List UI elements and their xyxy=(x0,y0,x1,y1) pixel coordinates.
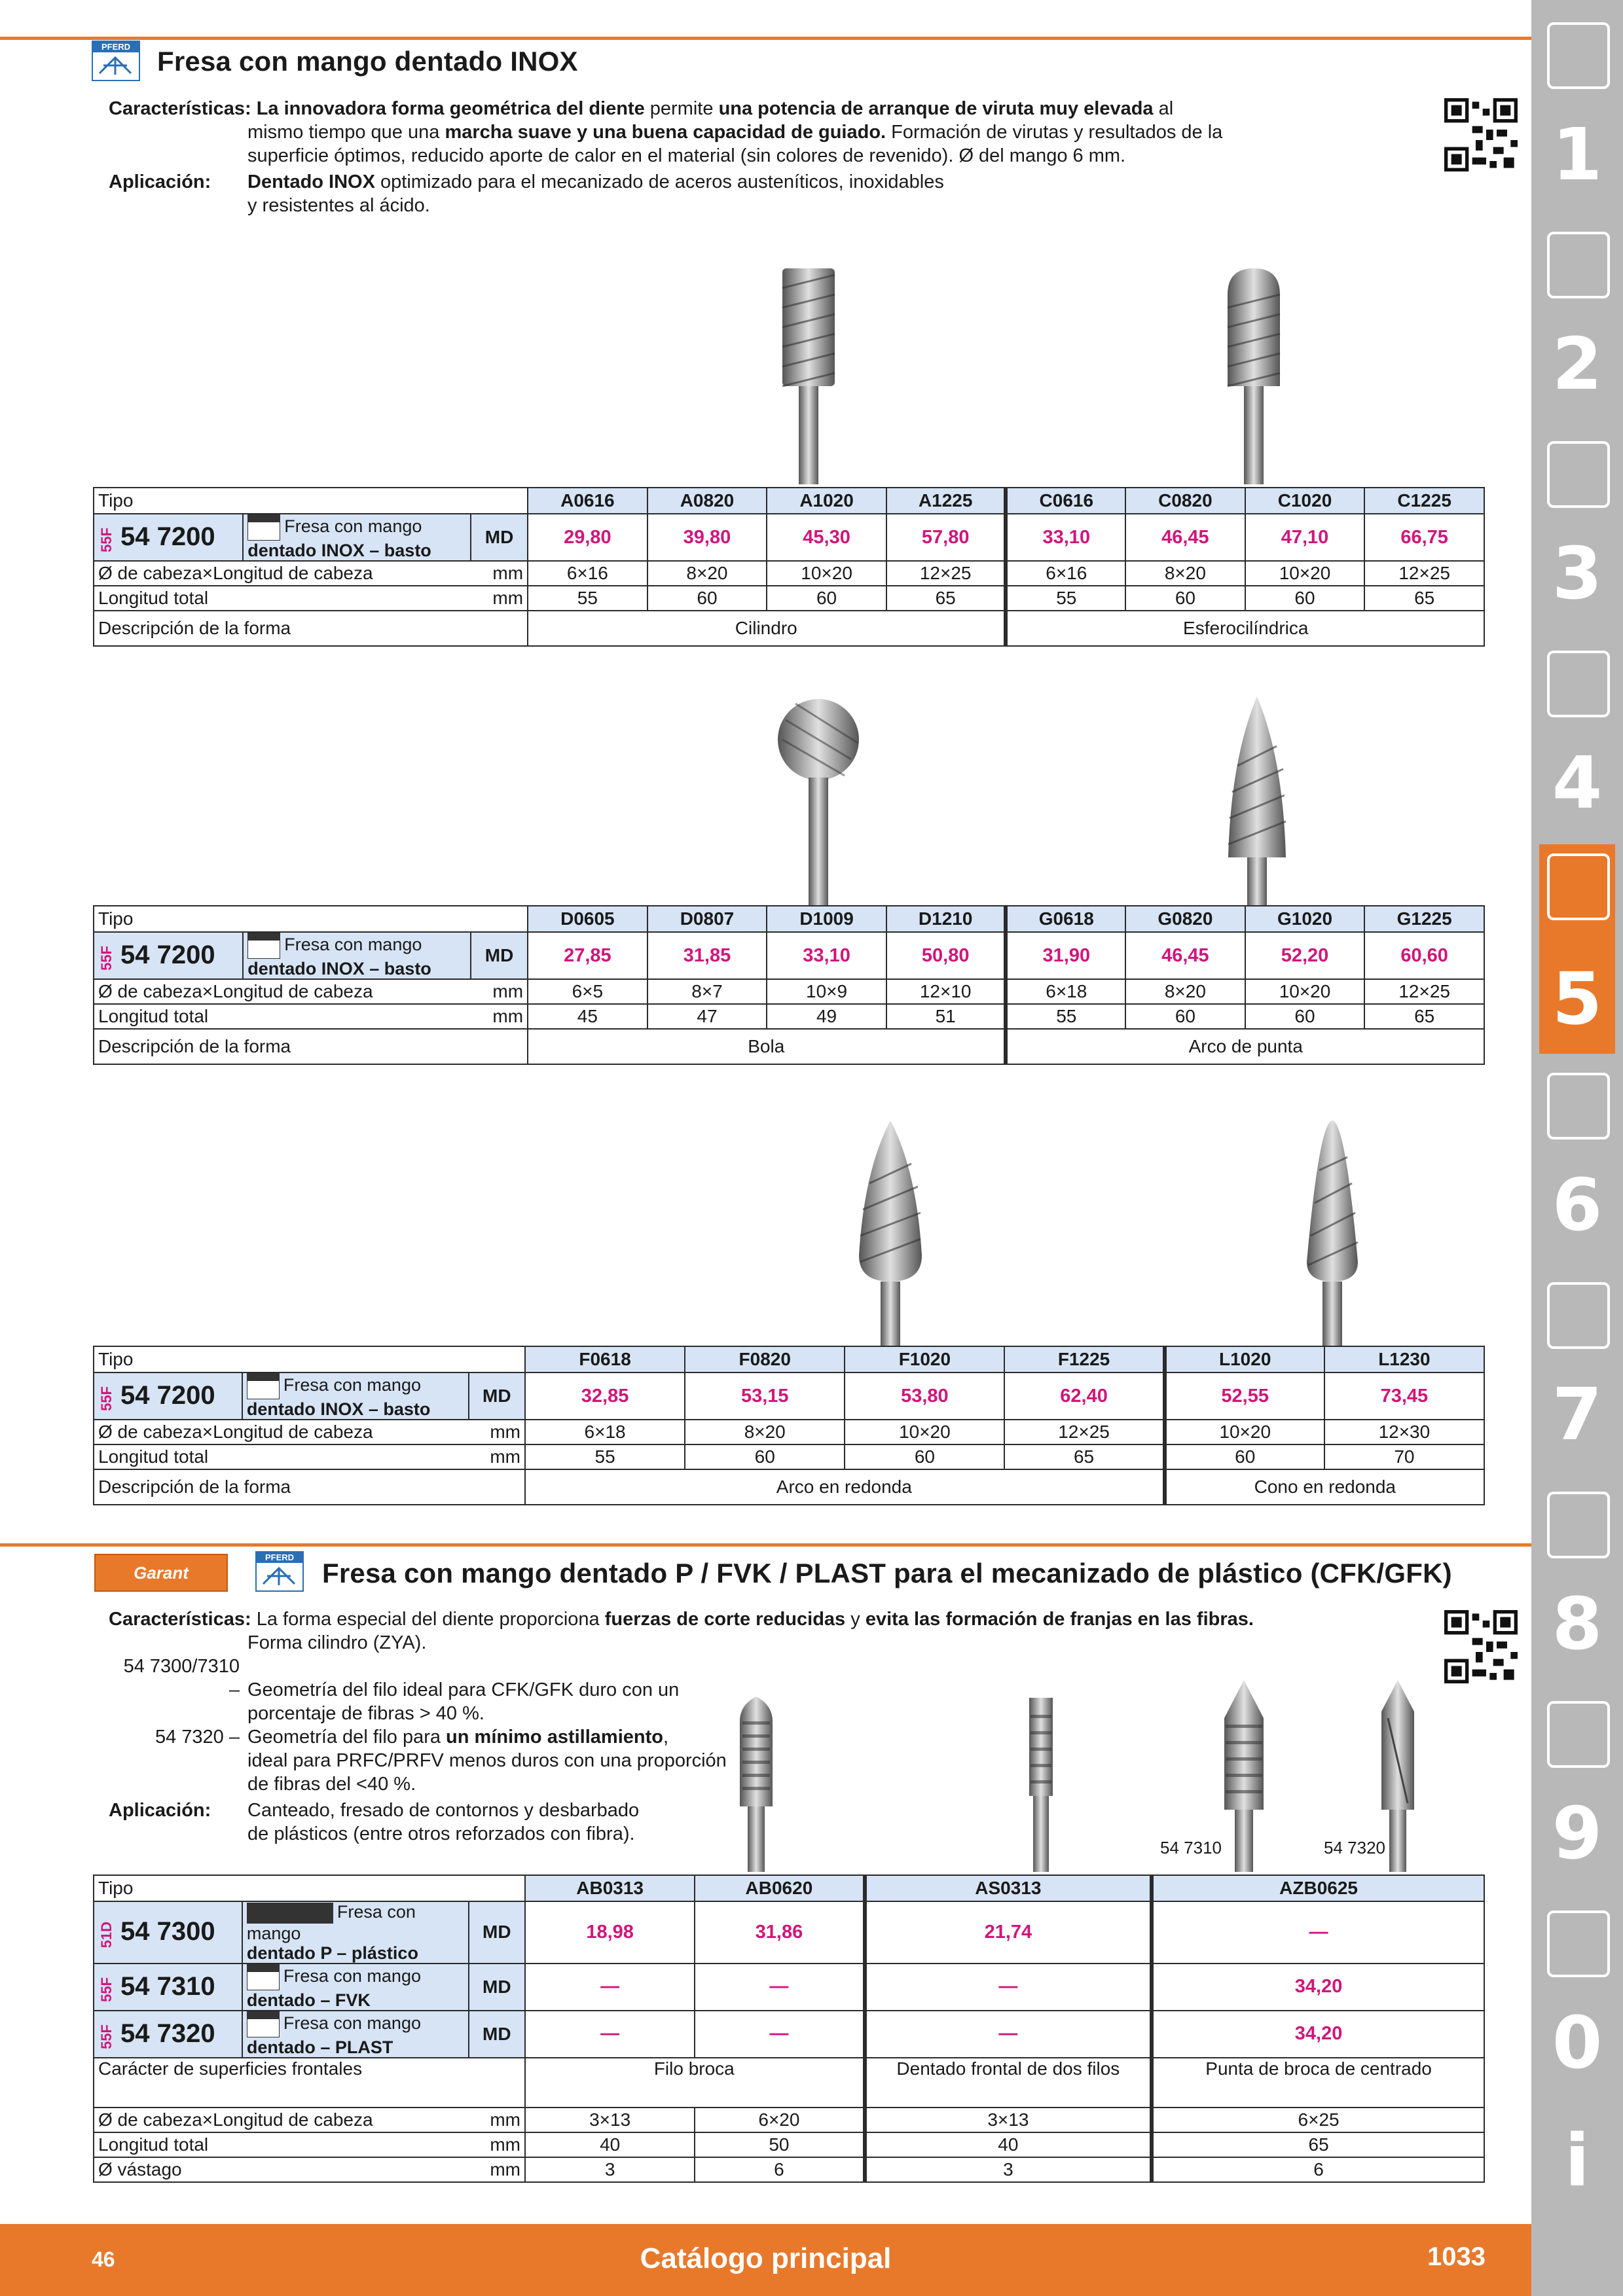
footer-page-left: 46 xyxy=(92,2248,115,2271)
price: — xyxy=(1152,1901,1484,1964)
tipo-label: Tipo xyxy=(94,1346,525,1372)
price: 66,75 xyxy=(1364,514,1484,561)
type-code: G0618 xyxy=(1006,906,1125,932)
table-inox-1: Tipo A0616 A0820 A1020 A1225 C0616 C0820 C1020 C1225 55F 54 7200 Fresa con mango dentado INOX – basto MD 29,80 39,80 45,30 57,80 33,10 46,45 47,10 66,75 Ø de cabeza×Longitud de cabeza mm 6×16 8×20 10×20 12×25 6×16 8×20 10×20 12×25 Longitud total mm 55 60 60 65 55 60 60 65 Descripción de la forma Cilindro Esferocilíndrica xyxy=(93,487,1485,647)
tipo-label: Tipo xyxy=(94,1875,525,1901)
price: 45,30 xyxy=(767,514,886,561)
price: 29,80 xyxy=(528,514,647,561)
product-name: Fresa con mango dentado P – plástico xyxy=(242,1901,469,1964)
type-code: C0616 xyxy=(1006,488,1125,514)
type-code: C0820 xyxy=(1125,488,1245,514)
price: 46,45 xyxy=(1125,932,1245,979)
face-type: Dentado frontal de dos filos xyxy=(865,2058,1152,2108)
md-label: MD xyxy=(469,1964,525,2011)
table-inox-2: Tipo D0605 D0807 D1009 D1210 G0618 G0820 G1020 G1225 55F 54 7200 Fresa con mango dentado INOX – basto MD 27,85 31,85 33,10 50,80 31,90 46,45 52,20 60,60 Ø de cabeza×Longitud de cabeza mm 6×5 8×7 10×9 12×10 6×18 8×20 10×20 12×25 Longitud total mm 45 47 49 51 55 60 60 65 Descripción de la forma Bola Arco de punta xyxy=(93,905,1485,1065)
article-number: 55F 54 7200 xyxy=(94,932,243,979)
article-number: 55F 54 7200 xyxy=(94,1372,242,1420)
chapter-tab-4[interactable]: 4 xyxy=(1539,641,1615,838)
type-code: F1225 xyxy=(1004,1346,1164,1372)
form-name: Arco de punta xyxy=(1006,1029,1484,1064)
form-name: Esferocilíndrica xyxy=(1006,611,1484,646)
type-code: AZB0625 xyxy=(1152,1875,1484,1901)
chapter-tab-6[interactable]: 6 xyxy=(1539,1064,1615,1260)
product-name: Fresa con mango dentado INOX – basto xyxy=(243,932,471,979)
pferd-logo: PFERD xyxy=(92,41,140,81)
garant-logo: Garant xyxy=(94,1554,228,1592)
dims-label: Ø de cabeza×Longitud de cabeza xyxy=(94,979,471,1004)
type-code: A0616 xyxy=(528,488,647,514)
type-code: A1225 xyxy=(886,488,1006,514)
price: — xyxy=(865,2011,1152,2058)
dims-label: Ø de cabeza×Longitud de cabeza xyxy=(94,2108,469,2132)
pointed-arch-burr-image xyxy=(1218,694,1296,910)
type-code: F0820 xyxy=(685,1346,845,1372)
chapter-tab-info[interactable]: i xyxy=(1565,2119,1590,2202)
article-number: 55F 54 7310 xyxy=(94,1964,242,2011)
type-code: AB0313 xyxy=(525,1875,695,1901)
chapter-tab-0[interactable]: 0 xyxy=(1539,1901,1615,2098)
md-label: MD xyxy=(469,1901,525,1964)
type-code: D1210 xyxy=(886,906,1006,932)
length-label: Longitud total xyxy=(94,1444,469,1469)
ball-nose-cylinder-burr-image xyxy=(1218,262,1290,484)
image-label-7320: 54 7320 xyxy=(1324,1838,1385,1857)
length-label: Longitud total xyxy=(94,1004,471,1029)
shank-label: Ø vástago xyxy=(94,2157,469,2182)
ball-burr-image xyxy=(773,694,864,910)
pferd-mini-logo xyxy=(247,514,280,541)
form-name: Cono en redonda xyxy=(1165,1469,1484,1505)
chapter-tab-1[interactable]: 1 xyxy=(1539,13,1615,209)
table-plastic: Tipo AB0313 AB0620 AS0313 AZB0625 51D 54 7300 Fresa con mango dentado P – plástico MD 18,98 31,86 21,74 — 55F 54 7310 Fresa con mango dentado – FVK MD — — — 34,20 55F 54 7320 Fresa con mango dentado – PLAST MD — — — 34,20 Carácter de superficies frontales Filo broca Dentado frontal de dos filos Punta de broca de centrado Ø de cabeza×Longitud de cabeza mm 3×13 6×20 3×13 6×25 Longitud total mm 40 50 40 65 Ø vástago mm 3 6 3 6 xyxy=(93,1874,1485,2183)
grinding-disc-icon xyxy=(1547,853,1610,920)
price: 33,10 xyxy=(1006,514,1125,561)
type-code: G1225 xyxy=(1364,906,1484,932)
pferd-mini-logo xyxy=(247,933,280,959)
footer xyxy=(0,2224,1531,2296)
price: 31,85 xyxy=(647,932,767,979)
form-label: Descripción de la forma xyxy=(94,611,528,646)
type-code: D0605 xyxy=(528,906,647,932)
form-label: Descripción de la forma xyxy=(94,1029,528,1064)
cylinder-burr-image xyxy=(773,262,845,484)
price: 50,80 xyxy=(886,932,1006,979)
price: 46,45 xyxy=(1125,514,1245,561)
wrench-icon xyxy=(1547,1073,1610,1139)
price: 33,10 xyxy=(767,932,886,979)
product-name: Fresa con mango dentado INOX – basto xyxy=(242,1372,469,1420)
price: 18,98 xyxy=(525,1901,695,1964)
type-code: L1020 xyxy=(1165,1346,1324,1372)
qr-code-2[interactable] xyxy=(1444,1610,1518,1683)
price: 62,40 xyxy=(1004,1372,1164,1420)
pferd-logo: PFERD xyxy=(255,1551,304,1592)
tap-icon xyxy=(1547,441,1610,508)
md-label: MD xyxy=(469,2011,525,2058)
article-number: 51D 54 7300 xyxy=(94,1901,242,1964)
type-code: A1020 xyxy=(767,488,886,514)
form-name: Arco en redonda xyxy=(525,1469,1165,1505)
type-code: AS0313 xyxy=(865,1875,1152,1901)
toolkit-icon xyxy=(1547,1492,1610,1558)
price: 73,45 xyxy=(1324,1372,1484,1420)
chapter-tab-3[interactable]: 3 xyxy=(1539,432,1615,628)
price: — xyxy=(865,1964,1152,2011)
chapter-tab-5[interactable]: 5 xyxy=(1539,844,1615,1054)
md-label: MD xyxy=(469,1372,525,1420)
type-code: D1009 xyxy=(767,906,886,932)
section2-description: Características: La forma especial del diente proporciona fuerzas de corte reducidas y evita las formación de franjas en las fibras. Forma cilindro (ZYA). 54 7300/7310 – Geometría del filo ideal para CFK/GFK duro con un porcentaje de fibras > 40 %. 54 7320 – Geometría del filo para un mínimo astillamiento, ideal para PRFC/PRFV menos duros con una proporción de fibras del <40 %. Aplicación: Canteado, fresado de contornos y desbarbado de plásticos (entre otros reforzados con fibra). xyxy=(109,1609,1254,1844)
face-type: Filo broca xyxy=(525,2058,865,2108)
type-code: F0618 xyxy=(525,1346,685,1372)
price: 21,74 xyxy=(865,1901,1152,1964)
type-code: L1230 xyxy=(1324,1346,1484,1372)
cone-round-burr-image xyxy=(1296,1118,1368,1347)
section1-description: Características: La innovadora forma geométrica del diente permite una potencia de arranque de viruta muy elevada al mismo tiempo que una marcha suave y una buena capacidad de guiado. Formación de virutas y resultados de la superficie óptimos, reducido aporte de calor en el material (sin colores de revenido). Ø del mango 6 mm. Aplicación: Dentado INOX optimizado para el mecanizado de aceros austeníticos, inoxidables y resistentes al ácido. xyxy=(109,98,1223,216)
type-code: C1225 xyxy=(1364,488,1484,514)
price: 39,80 xyxy=(647,514,767,561)
form-name: Bola xyxy=(528,1029,1006,1064)
pferd-mini-logo xyxy=(247,2011,280,2037)
md-label: MD xyxy=(471,514,528,561)
product-name: Fresa con mango dentado – PLAST xyxy=(242,2011,469,2058)
price: 32,85 xyxy=(525,1372,685,1420)
price: 31,86 xyxy=(695,1901,864,1964)
dims-label: Ø de cabeza×Longitud de cabeza xyxy=(94,1420,469,1444)
price: 60,60 xyxy=(1364,932,1484,979)
type-code: G1020 xyxy=(1245,906,1365,932)
type-code: C1020 xyxy=(1245,488,1365,514)
price: 53,15 xyxy=(685,1372,845,1420)
article-number: 55F 54 7320 xyxy=(94,2011,242,2058)
tipo-label: Tipo xyxy=(94,906,528,932)
type-code: G0820 xyxy=(1125,906,1245,932)
garant-mini-logo xyxy=(247,1903,333,1924)
image-label-7310: 54 7310 xyxy=(1160,1838,1222,1857)
section2-title: Fresa con mango dentado P / FVK / PLAST para el mecanizado de plástico (CFK/GFK) xyxy=(322,1558,1452,1588)
type-code: AB0620 xyxy=(695,1875,864,1901)
price: — xyxy=(525,1964,695,2011)
chapter-tab-8[interactable]: 8 xyxy=(1539,1482,1615,1679)
top-rule xyxy=(0,37,1531,40)
insert-icon xyxy=(1547,232,1610,298)
price: 31,90 xyxy=(1006,932,1125,979)
type-code: A0820 xyxy=(647,488,767,514)
form-label: Descripción de la forma xyxy=(94,1469,525,1505)
plastic-burr-7310-image xyxy=(1218,1679,1270,1872)
footer-page-number: 1033 xyxy=(1427,2242,1486,2271)
product-name: Fresa con mango dentado – FVK xyxy=(242,1964,469,2011)
caliper-icon xyxy=(1547,651,1610,717)
dims-label: Ø de cabeza×Longitud de cabeza xyxy=(94,561,471,586)
chapter-tab-2[interactable]: 2 xyxy=(1539,223,1615,419)
price: 57,80 xyxy=(886,514,1006,561)
price: 27,85 xyxy=(528,932,647,979)
price: — xyxy=(695,1964,864,2011)
chapter-tab-9[interactable]: 9 xyxy=(1539,1692,1615,1888)
chapter-tab-7[interactable]: 7 xyxy=(1539,1273,1615,1469)
price: — xyxy=(695,2011,864,2058)
price: 53,80 xyxy=(845,1372,1004,1420)
face-type-label: Carácter de superficies frontales xyxy=(94,2058,525,2108)
product-name: Fresa con mango dentado INOX – basto xyxy=(243,514,471,561)
price: 52,55 xyxy=(1165,1372,1324,1420)
cabinet-icon xyxy=(1547,1701,1610,1768)
pferd-mini-logo xyxy=(247,1373,280,1399)
section1-title: Fresa con mango dentado INOX xyxy=(157,46,578,77)
price: — xyxy=(525,2011,695,2058)
drill-icon xyxy=(1547,22,1610,89)
table-inox-3: Tipo F0618 F0820 F1020 F1225 L1020 L1230 55F 54 7200 Fresa con mango dentado INOX – basto MD 32,85 53,15 53,80 62,40 52,55 73,45 Ø de cabeza×Longitud de cabeza mm 6×18 8×20 10×20 12×25 10×20 12×30 Longitud total mm 55 60 60 65 60 70 Descripción de la forma Arco en redonda Cono en redonda xyxy=(93,1346,1485,1505)
arch-round-burr-image xyxy=(851,1118,930,1347)
type-code: F1020 xyxy=(845,1346,1004,1372)
length-label: Longitud total xyxy=(94,586,471,611)
price: 52,20 xyxy=(1245,932,1365,979)
price: 34,20 xyxy=(1152,1964,1484,2011)
plastic-burr-as-image xyxy=(1021,1695,1061,1872)
form-name: Cilindro xyxy=(528,611,1006,646)
price: 34,20 xyxy=(1152,2011,1484,2058)
chapter-sidebar xyxy=(1531,0,1623,2296)
plastic-burr-ab-image xyxy=(733,1695,779,1872)
pferd-mini-logo xyxy=(247,1964,280,1990)
pliers-icon xyxy=(1547,1282,1610,1349)
tipo-label: Tipo xyxy=(94,488,528,514)
section2-rule xyxy=(0,1543,1531,1547)
qr-code-1[interactable] xyxy=(1444,98,1518,171)
safety-gear-icon xyxy=(1547,1910,1610,1977)
type-code: D0807 xyxy=(647,906,767,932)
price: 47,10 xyxy=(1245,514,1365,561)
md-label: MD xyxy=(471,932,528,979)
face-type: Punta de broca de centrado xyxy=(1152,2058,1484,2108)
footer-catalog-title: Catálogo principal xyxy=(640,2242,892,2274)
length-label: Longitud total xyxy=(94,2132,469,2157)
article-number: 55F 54 7200 xyxy=(94,514,243,561)
